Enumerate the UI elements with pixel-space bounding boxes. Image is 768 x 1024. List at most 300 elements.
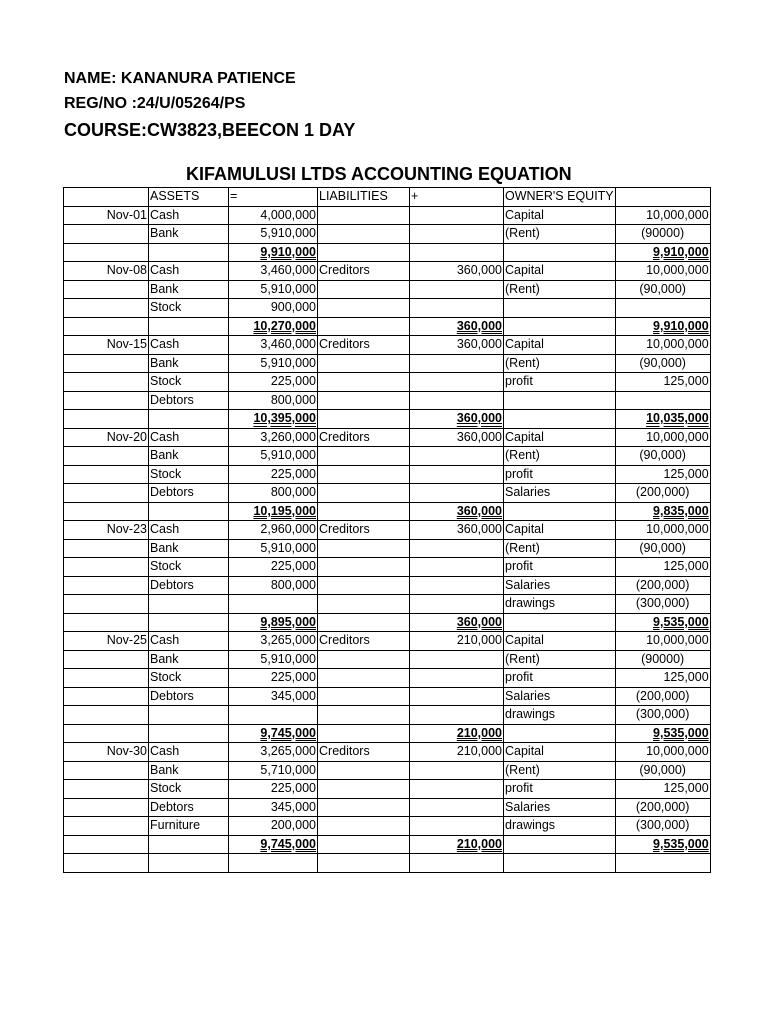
- asset-cell: Stock: [149, 669, 229, 688]
- asset-amount-cell: 5,910,000: [229, 650, 318, 669]
- liability-cell: Creditors: [318, 428, 410, 447]
- table-row: [64, 650, 711, 669]
- liability-cell: [318, 206, 410, 225]
- date-cell: [64, 780, 149, 799]
- equity-amount-cell: 10,000,000: [615, 262, 710, 281]
- asset-amount-cell: 3,460,000: [229, 336, 318, 355]
- equity-cell: Salaries: [504, 484, 616, 503]
- asset-cell: [149, 835, 229, 854]
- liability-cell: [318, 410, 410, 429]
- liability-cell: [318, 669, 410, 688]
- asset-amount-cell: 225,000: [229, 373, 318, 392]
- asset-amount-cell: 800,000: [229, 484, 318, 503]
- equity-amount-cell: 9,910,000: [615, 317, 710, 336]
- total-row: [64, 613, 711, 632]
- date-cell: [64, 225, 149, 244]
- date-cell: [64, 706, 149, 725]
- liability-amount-cell: 360,000: [410, 502, 504, 521]
- asset-cell: Debtors: [149, 798, 229, 817]
- asset-cell: [149, 595, 229, 614]
- table-row: [64, 558, 711, 577]
- asset-cell: Stock: [149, 299, 229, 318]
- equity-amount-cell: [615, 299, 710, 318]
- liability-amount-cell: [410, 243, 504, 262]
- equity-amount-cell: 125,000: [615, 780, 710, 799]
- table-row: [64, 743, 711, 762]
- equity-cell: [504, 243, 616, 262]
- liability-cell: [318, 613, 410, 632]
- equity-cell: (Rent): [504, 354, 616, 373]
- liability-amount-cell: [410, 650, 504, 669]
- liability-amount-cell: 210,000: [410, 743, 504, 762]
- equity-amount-cell: (90000): [615, 650, 710, 669]
- liability-cell: [318, 243, 410, 262]
- date-cell: [64, 391, 149, 410]
- asset-amount-cell: 900,000: [229, 299, 318, 318]
- equity-cell: (Rent): [504, 539, 616, 558]
- asset-cell: Cash: [149, 262, 229, 281]
- date-cell: [64, 280, 149, 299]
- liability-amount-cell: [410, 558, 504, 577]
- table-row: [64, 798, 711, 817]
- equity-cell: Salaries: [504, 798, 616, 817]
- asset-amount-cell: 225,000: [229, 669, 318, 688]
- asset-cell: [149, 854, 229, 873]
- asset-cell: Cash: [149, 428, 229, 447]
- liability-cell: [318, 854, 410, 873]
- liability-cell: [318, 447, 410, 466]
- accounting-equation-table: [63, 187, 711, 873]
- asset-amount-cell: 800,000: [229, 576, 318, 595]
- asset-amount-cell: 225,000: [229, 558, 318, 577]
- liability-amount-cell: 360,000: [410, 410, 504, 429]
- asset-amount-cell: 5,910,000: [229, 539, 318, 558]
- date-cell: [64, 317, 149, 336]
- header-equals: =: [229, 188, 318, 207]
- equity-amount-cell: 125,000: [615, 558, 710, 577]
- equity-cell: profit: [504, 669, 616, 688]
- asset-amount-cell: 200,000: [229, 817, 318, 836]
- equity-cell: [504, 502, 616, 521]
- table-row: [64, 484, 711, 503]
- equity-cell: Capital: [504, 262, 616, 281]
- date-cell: [64, 761, 149, 780]
- header-plus: +: [410, 188, 504, 207]
- equity-amount-cell: (300,000): [615, 595, 710, 614]
- course-info: COURSE:CW3823,BEECON 1 DAY: [64, 120, 356, 140]
- header-owners-equity: OWNER'S EQUITY: [504, 188, 616, 207]
- equity-amount-cell: (300,000): [615, 817, 710, 836]
- asset-cell: Bank: [149, 447, 229, 466]
- liability-cell: Creditors: [318, 336, 410, 355]
- liability-amount-cell: 360,000: [410, 336, 504, 355]
- asset-cell: Debtors: [149, 391, 229, 410]
- table-header-row: [64, 188, 711, 207]
- date-cell: [64, 243, 149, 262]
- asset-amount-cell: 5,710,000: [229, 761, 318, 780]
- table-row: [64, 632, 711, 651]
- date-cell: [64, 650, 149, 669]
- equity-amount-cell: 10,000,000: [615, 632, 710, 651]
- equity-amount-cell: 9,535,000: [615, 835, 710, 854]
- liability-amount-cell: [410, 798, 504, 817]
- date-cell: [64, 447, 149, 466]
- date-cell: Nov-01: [64, 206, 149, 225]
- liability-amount-cell: [410, 854, 504, 873]
- student-name: NAME: KANANURA PATIENCE: [64, 70, 296, 87]
- liability-cell: [318, 354, 410, 373]
- liability-amount-cell: [410, 761, 504, 780]
- liability-amount-cell: [410, 817, 504, 836]
- equity-cell: drawings: [504, 706, 616, 725]
- table-row: [64, 354, 711, 373]
- table-row: [64, 817, 711, 836]
- total-row: [64, 243, 711, 262]
- table-row: [64, 539, 711, 558]
- asset-amount-cell: 10,270,000: [229, 317, 318, 336]
- table-row: [64, 391, 711, 410]
- asset-cell: Cash: [149, 336, 229, 355]
- title-bar: [64, 163, 684, 188]
- table-row: [64, 780, 711, 799]
- equity-cell: (Rent): [504, 447, 616, 466]
- asset-cell: [149, 706, 229, 725]
- equity-amount-cell: 10,000,000: [615, 521, 710, 540]
- equity-amount-cell: 9,835,000: [615, 502, 710, 521]
- asset-cell: Debtors: [149, 687, 229, 706]
- liability-cell: Creditors: [318, 262, 410, 281]
- equity-amount-cell: [615, 391, 710, 410]
- date-cell: [64, 576, 149, 595]
- table-row: [64, 595, 711, 614]
- asset-cell: Debtors: [149, 576, 229, 595]
- liability-cell: [318, 373, 410, 392]
- asset-cell: Cash: [149, 743, 229, 762]
- liability-amount-cell: [410, 669, 504, 688]
- asset-cell: Bank: [149, 761, 229, 780]
- date-cell: [64, 373, 149, 392]
- date-cell: Nov-30: [64, 743, 149, 762]
- liability-amount-cell: [410, 687, 504, 706]
- equity-amount-cell: 125,000: [615, 373, 710, 392]
- liability-cell: [318, 484, 410, 503]
- header-assets: ASSETS: [149, 188, 229, 207]
- equity-amount-cell: (200,000): [615, 484, 710, 503]
- equity-cell: Capital: [504, 428, 616, 447]
- asset-amount-cell: [229, 595, 318, 614]
- asset-amount-cell: 3,265,000: [229, 632, 318, 651]
- table-row: [64, 336, 711, 355]
- equity-cell: [504, 299, 616, 318]
- liability-cell: [318, 817, 410, 836]
- liability-cell: [318, 798, 410, 817]
- total-row: [64, 835, 711, 854]
- date-cell: [64, 798, 149, 817]
- asset-cell: Stock: [149, 780, 229, 799]
- liability-amount-cell: [410, 206, 504, 225]
- equity-amount-cell: (90,000): [615, 761, 710, 780]
- liability-cell: [318, 761, 410, 780]
- asset-cell: Furniture: [149, 817, 229, 836]
- date-cell: [64, 687, 149, 706]
- liability-cell: [318, 780, 410, 799]
- table-row: [64, 687, 711, 706]
- date-cell: [64, 835, 149, 854]
- asset-amount-cell: 9,895,000: [229, 613, 318, 632]
- equity-amount-cell: 10,000,000: [615, 336, 710, 355]
- asset-amount-cell: 3,260,000: [229, 428, 318, 447]
- header-equity-amount: [615, 188, 710, 207]
- table-row: [64, 761, 711, 780]
- equity-cell: profit: [504, 780, 616, 799]
- total-row: [64, 502, 711, 521]
- date-cell: [64, 669, 149, 688]
- equity-cell: [504, 410, 616, 429]
- liability-cell: Creditors: [318, 632, 410, 651]
- equity-amount-cell: (200,000): [615, 576, 710, 595]
- equity-amount-cell: (200,000): [615, 687, 710, 706]
- asset-cell: Bank: [149, 280, 229, 299]
- date-cell: [64, 854, 149, 873]
- asset-amount-cell: [229, 706, 318, 725]
- asset-amount-cell: [229, 854, 318, 873]
- equity-cell: Capital: [504, 743, 616, 762]
- asset-amount-cell: 10,195,000: [229, 502, 318, 521]
- equity-amount-cell: (200,000): [615, 798, 710, 817]
- total-row: [64, 410, 711, 429]
- equity-amount-cell: (90,000): [615, 354, 710, 373]
- asset-amount-cell: 3,265,000: [229, 743, 318, 762]
- liability-amount-cell: [410, 447, 504, 466]
- equity-amount-cell: 9,910,000: [615, 243, 710, 262]
- equity-amount-cell: 10,035,000: [615, 410, 710, 429]
- equity-amount-cell: 10,000,000: [615, 428, 710, 447]
- equity-cell: Capital: [504, 521, 616, 540]
- equity-cell: profit: [504, 465, 616, 484]
- equity-amount-cell: (90,000): [615, 539, 710, 558]
- liability-amount-cell: [410, 225, 504, 244]
- liability-cell: [318, 595, 410, 614]
- asset-cell: Bank: [149, 354, 229, 373]
- asset-amount-cell: 9,745,000: [229, 835, 318, 854]
- equity-cell: profit: [504, 558, 616, 577]
- liability-amount-cell: 360,000: [410, 613, 504, 632]
- liability-cell: [318, 280, 410, 299]
- liability-cell: [318, 650, 410, 669]
- date-cell: Nov-08: [64, 262, 149, 281]
- asset-cell: Cash: [149, 206, 229, 225]
- liability-amount-cell: 360,000: [410, 521, 504, 540]
- equity-cell: [504, 724, 616, 743]
- liability-cell: [318, 299, 410, 318]
- equity-amount-cell: (90000): [615, 225, 710, 244]
- date-cell: Nov-23: [64, 521, 149, 540]
- date-cell: [64, 410, 149, 429]
- equity-cell: drawings: [504, 595, 616, 614]
- equity-amount-cell: [615, 854, 710, 873]
- liability-cell: [318, 391, 410, 410]
- asset-cell: Cash: [149, 632, 229, 651]
- liability-amount-cell: [410, 484, 504, 503]
- liability-cell: [318, 465, 410, 484]
- date-cell: [64, 558, 149, 577]
- asset-cell: Cash: [149, 521, 229, 540]
- liability-cell: [318, 687, 410, 706]
- equity-cell: [504, 835, 616, 854]
- date-cell: [64, 502, 149, 521]
- liability-amount-cell: [410, 391, 504, 410]
- liability-cell: [318, 558, 410, 577]
- equity-amount-cell: (90,000): [615, 447, 710, 466]
- equity-cell: [504, 613, 616, 632]
- equity-amount-cell: 125,000: [615, 669, 710, 688]
- equity-cell: [504, 854, 616, 873]
- equity-amount-cell: (300,000): [615, 706, 710, 725]
- equity-cell: profit: [504, 373, 616, 392]
- liability-amount-cell: [410, 354, 504, 373]
- date-cell: [64, 354, 149, 373]
- date-cell: [64, 539, 149, 558]
- equity-cell: drawings: [504, 817, 616, 836]
- liability-cell: [318, 706, 410, 725]
- liability-amount-cell: [410, 465, 504, 484]
- asset-cell: [149, 613, 229, 632]
- date-cell: Nov-15: [64, 336, 149, 355]
- liability-cell: Creditors: [318, 743, 410, 762]
- equity-cell: Capital: [504, 632, 616, 651]
- asset-cell: Bank: [149, 225, 229, 244]
- liability-amount-cell: [410, 780, 504, 799]
- equity-amount-cell: 9,535,000: [615, 613, 710, 632]
- liability-amount-cell: [410, 706, 504, 725]
- equity-cell: Capital: [504, 336, 616, 355]
- asset-amount-cell: 5,910,000: [229, 354, 318, 373]
- table-row: [64, 854, 711, 873]
- liability-amount-cell: 360,000: [410, 262, 504, 281]
- equity-cell: [504, 391, 616, 410]
- table-row: [64, 225, 711, 244]
- date-cell: [64, 465, 149, 484]
- equity-cell: Salaries: [504, 576, 616, 595]
- date-cell: [64, 595, 149, 614]
- equity-cell: [504, 317, 616, 336]
- table-row: [64, 280, 711, 299]
- asset-amount-cell: 9,910,000: [229, 243, 318, 262]
- liability-amount-cell: 210,000: [410, 632, 504, 651]
- equity-amount-cell: 10,000,000: [615, 206, 710, 225]
- asset-amount-cell: 2,960,000: [229, 521, 318, 540]
- asset-amount-cell: 345,000: [229, 687, 318, 706]
- table-row: [64, 465, 711, 484]
- date-cell: [64, 817, 149, 836]
- liability-amount-cell: [410, 539, 504, 558]
- liability-amount-cell: [410, 576, 504, 595]
- table-row: [64, 521, 711, 540]
- asset-cell: Stock: [149, 373, 229, 392]
- liability-amount-cell: [410, 299, 504, 318]
- header-date: [64, 188, 149, 207]
- document-title: KIFAMULUSI LTDS ACCOUNTING EQUATION: [186, 164, 572, 184]
- date-cell: [64, 613, 149, 632]
- equity-amount-cell: 125,000: [615, 465, 710, 484]
- asset-cell: Debtors: [149, 484, 229, 503]
- equity-amount-cell: 9,535,000: [615, 724, 710, 743]
- asset-amount-cell: 225,000: [229, 780, 318, 799]
- liability-cell: [318, 317, 410, 336]
- asset-amount-cell: 9,745,000: [229, 724, 318, 743]
- liability-amount-cell: [410, 280, 504, 299]
- equity-cell: Capital: [504, 206, 616, 225]
- equity-amount-cell: (90,000): [615, 280, 710, 299]
- total-row: [64, 724, 711, 743]
- liability-amount-cell: 360,000: [410, 428, 504, 447]
- asset-cell: [149, 502, 229, 521]
- asset-amount-cell: 800,000: [229, 391, 318, 410]
- asset-cell: [149, 724, 229, 743]
- table-row: [64, 669, 711, 688]
- asset-cell: [149, 410, 229, 429]
- total-row: [64, 317, 711, 336]
- date-cell: [64, 299, 149, 318]
- table-row: [64, 576, 711, 595]
- asset-cell: Stock: [149, 465, 229, 484]
- asset-amount-cell: 3,460,000: [229, 262, 318, 281]
- table-row: [64, 447, 711, 466]
- table-row: [64, 299, 711, 318]
- date-cell: [64, 724, 149, 743]
- equity-cell: (Rent): [504, 225, 616, 244]
- liability-cell: [318, 539, 410, 558]
- liability-cell: [318, 502, 410, 521]
- asset-cell: Bank: [149, 539, 229, 558]
- asset-amount-cell: 5,910,000: [229, 447, 318, 466]
- asset-cell: Bank: [149, 650, 229, 669]
- liability-cell: [318, 225, 410, 244]
- liability-cell: [318, 724, 410, 743]
- liability-amount-cell: 210,000: [410, 835, 504, 854]
- liability-amount-cell: [410, 595, 504, 614]
- table-row: [64, 706, 711, 725]
- table-row: [64, 373, 711, 392]
- header-liabilities: LIABILITIES: [318, 188, 410, 207]
- asset-amount-cell: 5,910,000: [229, 225, 318, 244]
- equity-cell: Salaries: [504, 687, 616, 706]
- asset-cell: [149, 243, 229, 262]
- liability-amount-cell: 360,000: [410, 317, 504, 336]
- asset-amount-cell: 5,910,000: [229, 280, 318, 299]
- asset-amount-cell: 345,000: [229, 798, 318, 817]
- asset-cell: [149, 317, 229, 336]
- equity-cell: (Rent): [504, 280, 616, 299]
- date-cell: Nov-25: [64, 632, 149, 651]
- equity-cell: (Rent): [504, 650, 616, 669]
- liability-amount-cell: 210,000: [410, 724, 504, 743]
- liability-cell: [318, 576, 410, 595]
- liability-cell: [318, 835, 410, 854]
- table-row: [64, 262, 711, 281]
- asset-amount-cell: 225,000: [229, 465, 318, 484]
- date-cell: Nov-20: [64, 428, 149, 447]
- table-row: [64, 428, 711, 447]
- registration-number: REG/NO :24/U/05264/PS: [64, 95, 246, 112]
- equity-amount-cell: 10,000,000: [615, 743, 710, 762]
- date-cell: [64, 484, 149, 503]
- equity-cell: (Rent): [504, 761, 616, 780]
- liability-amount-cell: [410, 373, 504, 392]
- asset-amount-cell: 10,395,000: [229, 410, 318, 429]
- table-row: [64, 206, 711, 225]
- liability-cell: Creditors: [318, 521, 410, 540]
